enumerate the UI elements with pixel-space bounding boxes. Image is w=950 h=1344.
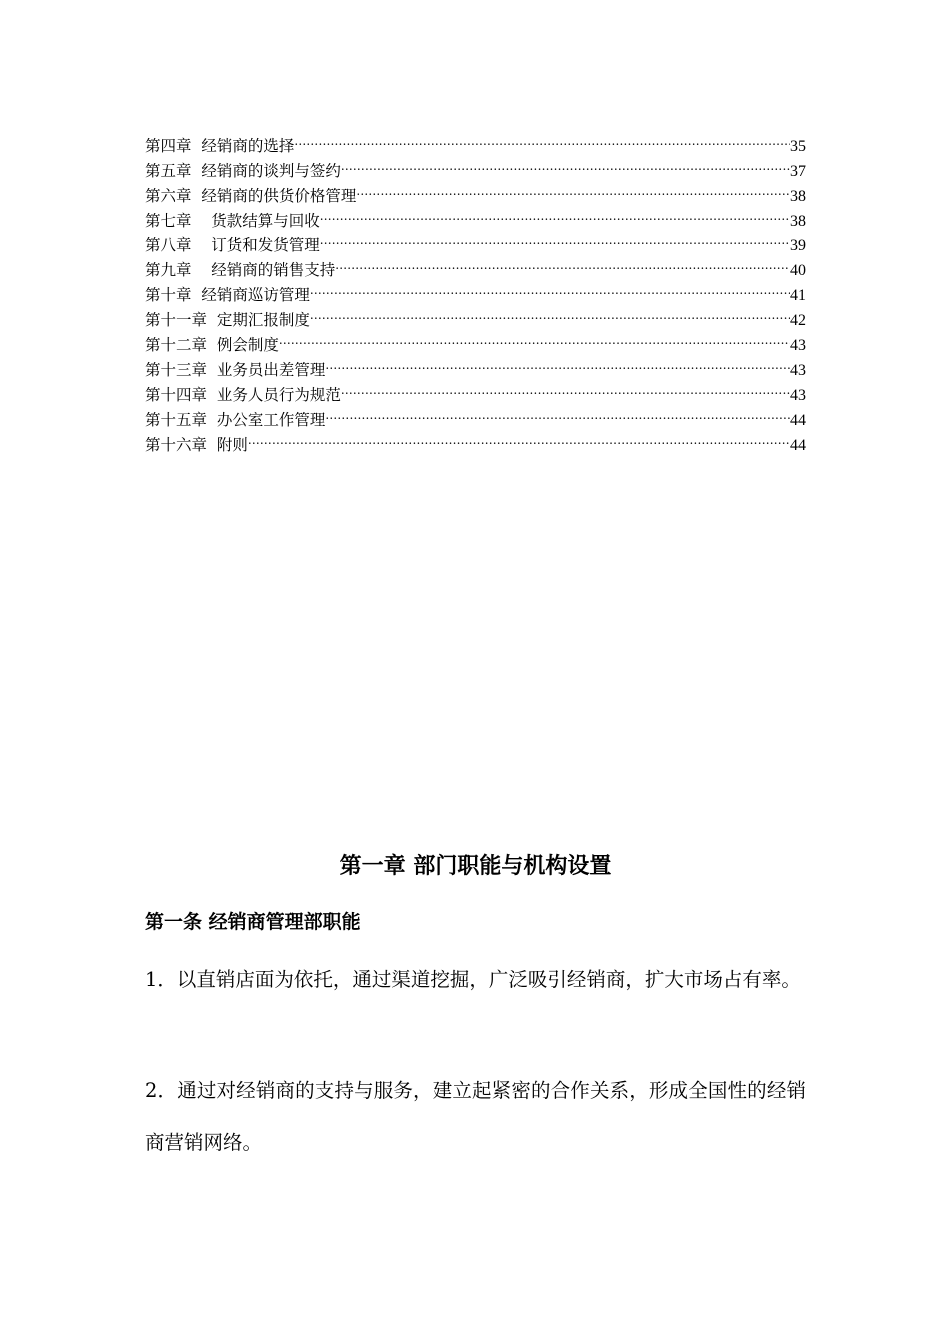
toc-entry-title: 第十章 经销商巡访管理 [145, 286, 310, 305]
toc-dot-leader [310, 300, 790, 325]
toc-entry-title: 第七章 货款结算与回收 [145, 211, 320, 230]
toc-dot-leader [341, 375, 790, 400]
toc-entry-page: 44 [790, 436, 806, 454]
toc-entry-title: 第八章 订货和发货管理 [145, 236, 320, 255]
toc-dot-leader [248, 425, 790, 450]
toc-entry-page: 37 [790, 162, 806, 180]
toc-entry-title: 第十一章 定期汇报制度 [145, 311, 310, 330]
toc-dot-leader [320, 201, 790, 226]
toc-dot-leader [325, 350, 790, 375]
toc-dot-leader [335, 250, 790, 275]
body-paragraph: 1．以直销店面为依托，通过渠道挖掘，广泛吸引经销商，扩大市场占有率。 [145, 968, 801, 991]
toc-entry-page: 42 [790, 312, 806, 330]
toc-entry-page: 38 [790, 187, 806, 205]
toc-entry-title: 第十三章 业务员出差管理 [145, 360, 326, 379]
body-paragraph: 2．通过对经销商的支持与服务，建立起紧密的合作关系，形成全国性的经销商营销网络。 [145, 1079, 806, 1154]
toc-entry-title: 第十六章 附则 [145, 435, 248, 454]
toc-entry-title: 第十二章 例会制度 [145, 336, 279, 355]
toc-entry-page: 44 [790, 411, 806, 429]
toc-entry-page: 43 [790, 386, 806, 404]
chapter-heading: 第一章 部门职能与机构设置 [339, 853, 612, 879]
toc-entry-page: 38 [790, 212, 806, 230]
article-heading: 第一条 经销商管理部职能 [145, 911, 361, 933]
toc-dot-leader [356, 176, 790, 201]
toc-entry-page: 39 [790, 237, 806, 255]
toc-entry-page: 43 [790, 361, 806, 379]
toc-entry-title: 第九章 经销商的销售支持 [145, 261, 336, 280]
toc-entry-title: 第十五章 办公室工作管理 [145, 410, 326, 429]
toc-dot-leader [310, 275, 790, 300]
toc-entry-title: 第四章 经销商的选择 [145, 136, 295, 155]
toc-dot-leader [320, 226, 790, 251]
table-of-contents [145, 126, 806, 454]
toc-dot-leader [325, 400, 790, 425]
toc-dot-leader [279, 325, 790, 350]
toc-entry-page: 40 [790, 262, 806, 280]
toc-entry-page: 35 [790, 137, 806, 155]
toc-entry[interactable] [145, 126, 806, 155]
toc-entry-title: 第十四章 业务人员行为规范 [145, 385, 341, 404]
toc-dot-leader [341, 151, 790, 176]
toc-entry-page: 43 [790, 337, 806, 355]
toc-entry-page: 41 [790, 287, 806, 305]
toc-dot-leader [294, 126, 790, 151]
toc-entry-title: 第六章 经销商的供货价格管理 [145, 186, 357, 205]
toc-entry-title: 第五章 经销商的谈判与签约 [145, 161, 341, 180]
